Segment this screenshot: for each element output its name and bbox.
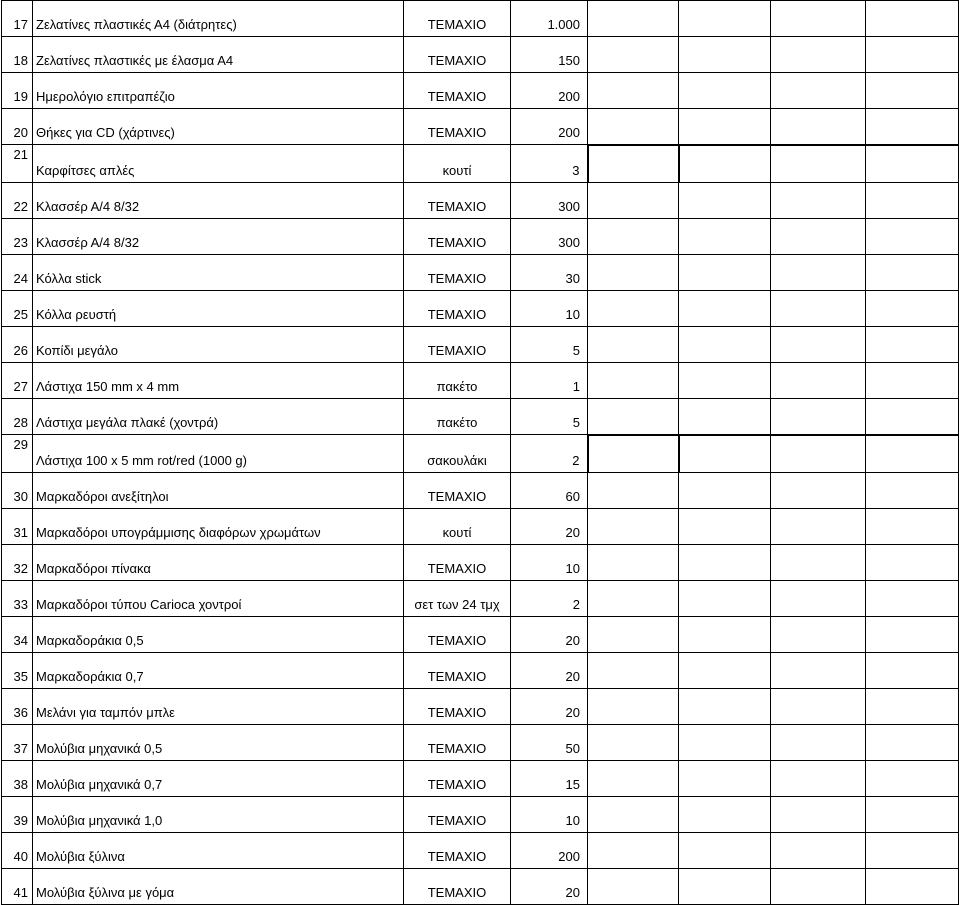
item-description: Μολύβια μηχανικά 0,7 — [33, 761, 404, 797]
item-number: 25 — [2, 291, 33, 327]
empty-cell — [866, 545, 959, 581]
item-quantity: 1.000 — [511, 1, 588, 37]
empty-cell — [679, 545, 771, 581]
item-description: Κόλλα stick — [33, 255, 404, 291]
item-unit: ΤΕΜΑΧΙΟ — [404, 37, 511, 73]
item-quantity: 2 — [511, 435, 588, 473]
empty-cell — [679, 327, 771, 363]
empty-cell — [588, 473, 679, 509]
empty-cell — [679, 219, 771, 255]
empty-cell — [771, 761, 866, 797]
empty-cell — [771, 37, 866, 73]
empty-cell — [771, 183, 866, 219]
empty-cell — [866, 725, 959, 761]
table-row — [2, 145, 959, 183]
item-unit: ΤΕΜΑΧΙΟ — [404, 689, 511, 725]
item-quantity: 5 — [511, 399, 588, 435]
item-number: 29 — [2, 435, 33, 473]
empty-cell — [866, 509, 959, 545]
item-quantity: 20 — [511, 689, 588, 725]
item-description: Μαρκαδόροι πίνακα — [33, 545, 404, 581]
item-description: Θήκες για CD (χάρτινες) — [33, 109, 404, 145]
item-unit: ΤΕΜΑΧΙΟ — [404, 545, 511, 581]
item-number: 35 — [2, 653, 33, 689]
empty-cell — [866, 291, 959, 327]
item-description: Μαρκαδόροι ανεξίτηλοι — [33, 473, 404, 509]
item-quantity: 200 — [511, 833, 588, 869]
empty-cell — [866, 255, 959, 291]
table-row — [2, 797, 959, 833]
empty-cell — [679, 833, 771, 869]
empty-cell — [771, 869, 866, 905]
empty-cell — [679, 183, 771, 219]
empty-cell — [588, 37, 679, 73]
empty-cell — [771, 327, 866, 363]
empty-cell — [771, 363, 866, 399]
empty-cell — [866, 653, 959, 689]
table-row — [2, 183, 959, 219]
items-table-body — [2, 1, 959, 905]
empty-cell — [771, 399, 866, 435]
item-quantity: 60 — [511, 473, 588, 509]
table-row — [2, 327, 959, 363]
empty-cell — [679, 797, 771, 833]
item-unit: ΤΕΜΑΧΙΟ — [404, 473, 511, 509]
item-quantity: 20 — [511, 617, 588, 653]
item-number: 33 — [2, 581, 33, 617]
empty-cell — [771, 219, 866, 255]
table-row — [2, 291, 959, 327]
item-description: Ημερολόγιο επιτραπέζιο — [33, 73, 404, 109]
item-quantity: 1 — [511, 363, 588, 399]
item-unit: ΤΕΜΑΧΙΟ — [404, 219, 511, 255]
empty-cell — [771, 109, 866, 145]
empty-cell — [866, 617, 959, 653]
item-description: Κλασσέρ Α/4 8/32 — [33, 219, 404, 255]
item-number: 20 — [2, 109, 33, 145]
empty-cell — [771, 1, 866, 37]
item-description: Λάστιχα 100 x 5 mm rot/red (1000 g) — [33, 435, 404, 473]
empty-cell — [588, 109, 679, 145]
item-unit: ΤΕΜΑΧΙΟ — [404, 797, 511, 833]
item-quantity: 20 — [511, 509, 588, 545]
table-row — [2, 435, 959, 473]
item-unit: ΤΕΜΑΧΙΟ — [404, 73, 511, 109]
item-description: Καρφίτσες απλές — [33, 145, 404, 183]
item-unit: ΤΕΜΑΧΙΟ — [404, 183, 511, 219]
table-row — [2, 219, 959, 255]
table-row — [2, 545, 959, 581]
item-quantity: 150 — [511, 37, 588, 73]
empty-cell — [771, 653, 866, 689]
table-row — [2, 653, 959, 689]
item-description: Μαρκαδόροι υπογράμμισης διαφόρων χρωμάτων — [33, 509, 404, 545]
table-row — [2, 255, 959, 291]
item-quantity: 10 — [511, 545, 588, 581]
item-description: Μελάνι για ταμπόν μπλε — [33, 689, 404, 725]
empty-cell — [771, 145, 866, 183]
empty-cell — [588, 219, 679, 255]
empty-cell — [866, 363, 959, 399]
empty-cell — [866, 399, 959, 435]
table-row — [2, 73, 959, 109]
item-quantity: 5 — [511, 327, 588, 363]
item-quantity: 3 — [511, 145, 588, 183]
empty-cell — [679, 473, 771, 509]
empty-cell — [679, 653, 771, 689]
empty-cell — [866, 833, 959, 869]
table-row — [2, 509, 959, 545]
item-description: Μαρκαδόροι τύπου Carioca χοντροί — [33, 581, 404, 617]
item-description: Μολύβια ξύλινα με γόμα — [33, 869, 404, 905]
empty-cell — [588, 581, 679, 617]
item-unit: ΤΕΜΑΧΙΟ — [404, 1, 511, 37]
table-row — [2, 1, 959, 37]
empty-cell — [866, 435, 959, 473]
empty-cell — [588, 183, 679, 219]
empty-cell — [588, 617, 679, 653]
empty-cell — [679, 761, 771, 797]
empty-cell — [588, 545, 679, 581]
item-quantity: 50 — [511, 725, 588, 761]
table-row — [2, 363, 959, 399]
empty-cell — [866, 219, 959, 255]
item-unit: ΤΕΜΑΧΙΟ — [404, 725, 511, 761]
empty-cell — [679, 363, 771, 399]
empty-cell — [771, 833, 866, 869]
empty-cell — [588, 869, 679, 905]
empty-cell — [679, 145, 771, 183]
empty-cell — [588, 689, 679, 725]
item-unit: ΤΕΜΑΧΙΟ — [404, 327, 511, 363]
item-number: 27 — [2, 363, 33, 399]
item-number: 38 — [2, 761, 33, 797]
item-description: Μολύβια μηχανικά 1,0 — [33, 797, 404, 833]
item-description: Λάστιχα μεγάλα πλακέ (χοντρά) — [33, 399, 404, 435]
item-number: 19 — [2, 73, 33, 109]
item-unit: ΤΕΜΑΧΙΟ — [404, 833, 511, 869]
empty-cell — [679, 689, 771, 725]
item-number: 37 — [2, 725, 33, 761]
empty-cell — [588, 399, 679, 435]
item-description: Μαρκαδοράκια 0,7 — [33, 653, 404, 689]
item-number: 28 — [2, 399, 33, 435]
empty-cell — [771, 73, 866, 109]
item-quantity: 300 — [511, 219, 588, 255]
item-number: 34 — [2, 617, 33, 653]
item-quantity: 200 — [511, 109, 588, 145]
item-unit: ΤΕΜΑΧΙΟ — [404, 291, 511, 327]
empty-cell — [866, 473, 959, 509]
empty-cell — [866, 761, 959, 797]
item-quantity: 15 — [511, 761, 588, 797]
item-number: 41 — [2, 869, 33, 905]
empty-cell — [588, 255, 679, 291]
empty-cell — [771, 255, 866, 291]
item-number: 23 — [2, 219, 33, 255]
empty-cell — [771, 509, 866, 545]
empty-cell — [588, 327, 679, 363]
empty-cell — [771, 689, 866, 725]
empty-cell — [588, 797, 679, 833]
empty-cell — [588, 145, 679, 183]
item-number: 26 — [2, 327, 33, 363]
empty-cell — [866, 581, 959, 617]
empty-cell — [866, 37, 959, 73]
item-unit: ΤΕΜΑΧΙΟ — [404, 761, 511, 797]
table-row — [2, 869, 959, 905]
item-number: 31 — [2, 509, 33, 545]
item-unit: κουτί — [404, 509, 511, 545]
empty-cell — [588, 725, 679, 761]
empty-cell — [588, 73, 679, 109]
empty-cell — [866, 689, 959, 725]
item-description: Ζελατίνες πλαστικές Α4 (διάτρητες) — [33, 1, 404, 37]
empty-cell — [679, 869, 771, 905]
table-row — [2, 109, 959, 145]
table-row — [2, 761, 959, 797]
empty-cell — [588, 653, 679, 689]
item-number: 39 — [2, 797, 33, 833]
empty-cell — [679, 435, 771, 473]
item-unit: πακέτο — [404, 399, 511, 435]
item-unit: ΤΕΜΑΧΙΟ — [404, 109, 511, 145]
item-number: 36 — [2, 689, 33, 725]
item-number: 17 — [2, 1, 33, 37]
table-row — [2, 833, 959, 869]
empty-cell — [588, 291, 679, 327]
empty-cell — [679, 1, 771, 37]
item-unit: ΤΕΜΑΧΙΟ — [404, 869, 511, 905]
empty-cell — [866, 145, 959, 183]
empty-cell — [866, 1, 959, 37]
item-unit: ΤΕΜΑΧΙΟ — [404, 255, 511, 291]
empty-cell — [588, 435, 679, 473]
table-row — [2, 581, 959, 617]
table-row — [2, 473, 959, 509]
item-description: Μολύβια μηχανικά 0,5 — [33, 725, 404, 761]
item-description: Ζελατίνες πλαστικές με έλασμα Α4 — [33, 37, 404, 73]
table-row — [2, 725, 959, 761]
empty-cell — [771, 473, 866, 509]
empty-cell — [588, 833, 679, 869]
empty-cell — [588, 509, 679, 545]
empty-cell — [866, 109, 959, 145]
item-quantity: 10 — [511, 797, 588, 833]
empty-cell — [771, 725, 866, 761]
item-number: 22 — [2, 183, 33, 219]
empty-cell — [679, 509, 771, 545]
empty-cell — [866, 73, 959, 109]
empty-cell — [679, 73, 771, 109]
item-description: Κόλλα ρευστή — [33, 291, 404, 327]
item-description: Λάστιχα 150 mm x 4 mm — [33, 363, 404, 399]
item-number: 32 — [2, 545, 33, 581]
item-unit: κουτί — [404, 145, 511, 183]
empty-cell — [771, 291, 866, 327]
empty-cell — [866, 797, 959, 833]
empty-cell — [866, 327, 959, 363]
item-description: Κλασσέρ Α/4 8/32 — [33, 183, 404, 219]
empty-cell — [679, 255, 771, 291]
item-description: Μολύβια ξύλινα — [33, 833, 404, 869]
table-row — [2, 617, 959, 653]
item-number: 18 — [2, 37, 33, 73]
empty-cell — [771, 797, 866, 833]
empty-cell — [679, 581, 771, 617]
empty-cell — [866, 869, 959, 905]
empty-cell — [771, 545, 866, 581]
item-description: Κοπίδι μεγάλο — [33, 327, 404, 363]
empty-cell — [588, 1, 679, 37]
empty-cell — [679, 109, 771, 145]
empty-cell — [679, 725, 771, 761]
item-number: 30 — [2, 473, 33, 509]
empty-cell — [771, 581, 866, 617]
item-quantity: 2 — [511, 581, 588, 617]
item-quantity: 20 — [511, 653, 588, 689]
table-row — [2, 37, 959, 73]
items-table — [1, 0, 959, 905]
item-description: Μαρκαδοράκια 0,5 — [33, 617, 404, 653]
empty-cell — [588, 363, 679, 399]
item-unit: πακέτο — [404, 363, 511, 399]
empty-cell — [771, 617, 866, 653]
empty-cell — [679, 399, 771, 435]
item-quantity: 30 — [511, 255, 588, 291]
item-number: 24 — [2, 255, 33, 291]
empty-cell — [679, 37, 771, 73]
item-unit: σακουλάκι — [404, 435, 511, 473]
item-quantity: 300 — [511, 183, 588, 219]
empty-cell — [679, 291, 771, 327]
empty-cell — [588, 761, 679, 797]
item-quantity: 20 — [511, 869, 588, 905]
item-unit: ΤΕΜΑΧΙΟ — [404, 617, 511, 653]
item-unit: ΤΕΜΑΧΙΟ — [404, 653, 511, 689]
empty-cell — [771, 435, 866, 473]
item-number: 21 — [2, 145, 33, 183]
empty-cell — [679, 617, 771, 653]
table-row — [2, 689, 959, 725]
table-row — [2, 399, 959, 435]
item-quantity: 200 — [511, 73, 588, 109]
empty-cell — [866, 183, 959, 219]
item-quantity: 10 — [511, 291, 588, 327]
item-number: 40 — [2, 833, 33, 869]
item-unit: σετ των 24 τμχ — [404, 581, 511, 617]
